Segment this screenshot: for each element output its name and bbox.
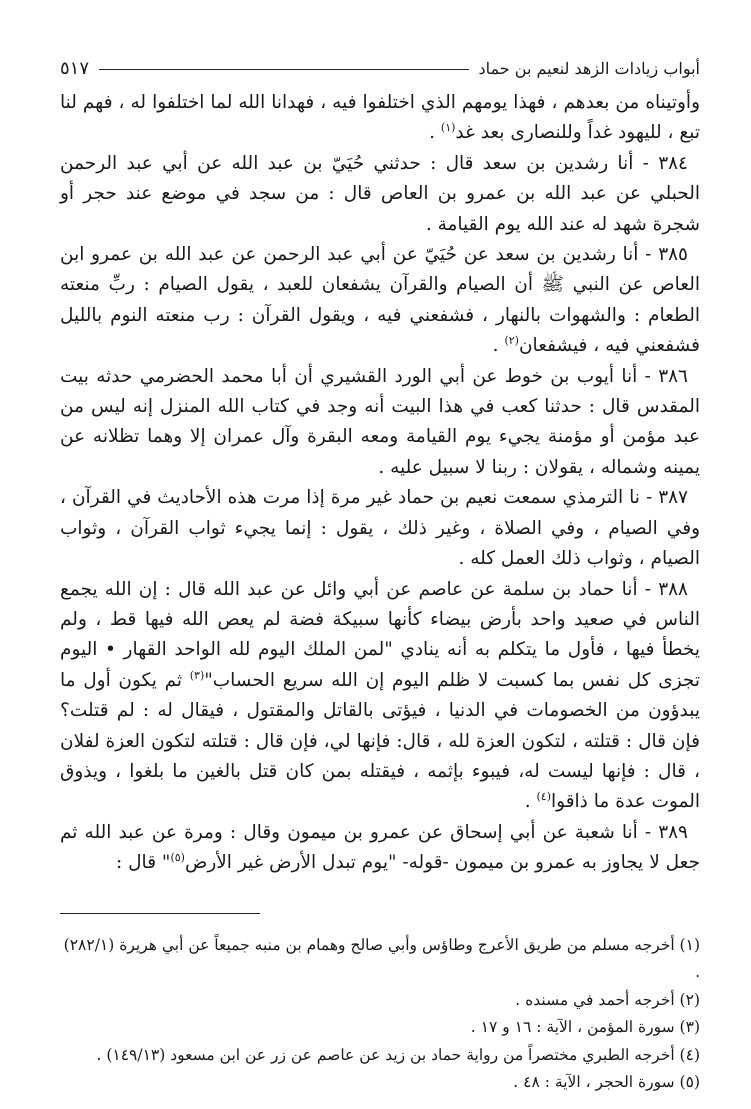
footnote-3: (٣) سورة المؤمن ، الآية : ١٦ و ١٧ . [470,1018,700,1037]
paragraph-text: ثم يكون أول ما يبدؤون من الخصومات في الدنيا ، فيؤتى بالقاتل والمقتول ، فيقال له : لم قتلت؟ فإن قال : قتلته ، لتكون العزة لله ، قال: فإنها لي، فإن قال : قتلته لتكون العزة لفلان ، قال : فإنها ليست له، فيبوء بإثمه ، فيقتله بمن كان قتل بالغين ما بلغوا ، ويذوق الموت عدة ما ذاقوا [60,669,700,813]
footnote-4: (٤) أخرجه الطبري مختصراً من رواية حماد بن زيد عن عاصم عن زر عن ابن مسعود (١٤٩/١٣) . [96,1045,700,1064]
hadith-389 [60,818,700,879]
paragraph-end: . [524,791,531,813]
paragraph-continuation [60,88,700,149]
footnote-1: (١) أخرجه مسلم من طريق الأعرج وطاؤس وأبي صالح وهمام بن منبه جميعاً عن أبي هريرة (٢٨٢/١) . [63,935,700,982]
paragraph-text: وأوتيناه من بعدهم ، فهذا يومهم الذي اختلفوا فيه ، فهدانا الله لما اختلفوا له ، فهم لنا تبع ، لليهود غداً وللنصارى بعد غد [60,92,700,144]
paragraph-text: ٣٨٨ - أنا حماد بن سلمة عن عاصم عن أبي وائل عن عبد الله قال : إن الله يجمع الناس في صعيد واحد بأرض بيضاء كأنها سبيكة فضة لم يعص الله فيها قط ، ولم يخطأ فيها ، فأول ما يتكلم به أنه ينادي "لمن الملك اليوم لله الواحد القهار • اليوم تجزى كل نفس بما كسبت لا ظلم اليوم إن الله سريع الحساب" [60,578,700,691]
footnote-ref: (٥) [170,851,185,864]
book-page [60,58,700,1097]
footnote-divider [60,913,260,914]
footnote-ref: (١) [440,121,456,135]
paragraph-text: " قال : [116,852,171,874]
footnote-5: (٥) سورة الحجر ، الآية : ٤٨ . [513,1073,700,1092]
footnote-2: (٢) أخرجه أحمد في مسنده . [515,990,700,1009]
running-header [60,58,700,80]
footnote-ref: (٤) [536,790,551,804]
header-rule [99,69,469,70]
footnote-ref: (٣) [189,668,205,682]
page-number: ٥١٧ [60,58,90,79]
footnotes [60,932,700,1097]
running-title: أبواب زيادات الزهد لنعيم بن حماد [478,59,700,78]
hadith-387: ٣٨٧ - نا الترمذي سمعت نعيم بن حماد غير مرة إذا مرت هذه الأحاديث في القرآن ، وفي الصيام ، وفي الصلاة ، وغير ذلك ، يقول : إنما يجيء ثواب القرآن ، وثواب الصيام ، وثواب ذلك العمل كله . [60,487,700,570]
hadith-385 [60,240,700,362]
hadith-384: ٣٨٤ - أنا رشدين بن سعد قال : حدثني حُيَيّ بن عبد الله عن أبي عبد الرحمن الحبلي عن عبد الله بن عمرو بن العاص قال : من سجد في موضع عند حجر أو شجرة شهد له عند الله يوم القيامة . [60,152,700,235]
hadith-386: ٣٨٦ - أنا أيوب بن خوط عن أبي الورد القشيري أن أبا محمد الحضرمي حدثه بيت المقدس قال : حدثنا كعب في هذا البيت أنه وجد في كتاب الله المنزل إنه ليس من عبد مؤمن أو مؤمنة يجيء يوم القيامة ومعه البقرة وآل عمران إلا وهما تظلانه عن يمينه وشماله ، يقولان : ربنا لا سبيل عليه . [60,365,700,478]
paragraph-end: . [429,122,436,144]
paragraph-text: ٣٨٥ - أنا رشدين بن سعد عن حُيَيّ عن أبي عبد الرحمن عن عبد الله بن عمرو ابن العاص عن النبي ﷺ أن الصيام والقرآن يشفعان للعبد ، يقول الصيام : ربِّ منعته الطعام : والشهوات بالنهار ، فشفعني فيه ، ويقول القرآن : رب منعته النوم بالليل فشفعني فيه ، فيشفعان [60,244,700,357]
footnote-ref: (٢) [504,334,519,348]
hadith-388 [60,575,700,818]
body-text [60,88,700,879]
paragraph-end: . [492,335,499,357]
paragraph-text: ٣٨٩ - أنا شعبة عن أبي إسحاق عن عمرو بن ميمون وقال : ومرة عن عبد الله ثم جعل لا يجاوز به عمرو بن ميمون -قوله- "يوم تبدل الأرض غير الأرض [60,821,700,874]
